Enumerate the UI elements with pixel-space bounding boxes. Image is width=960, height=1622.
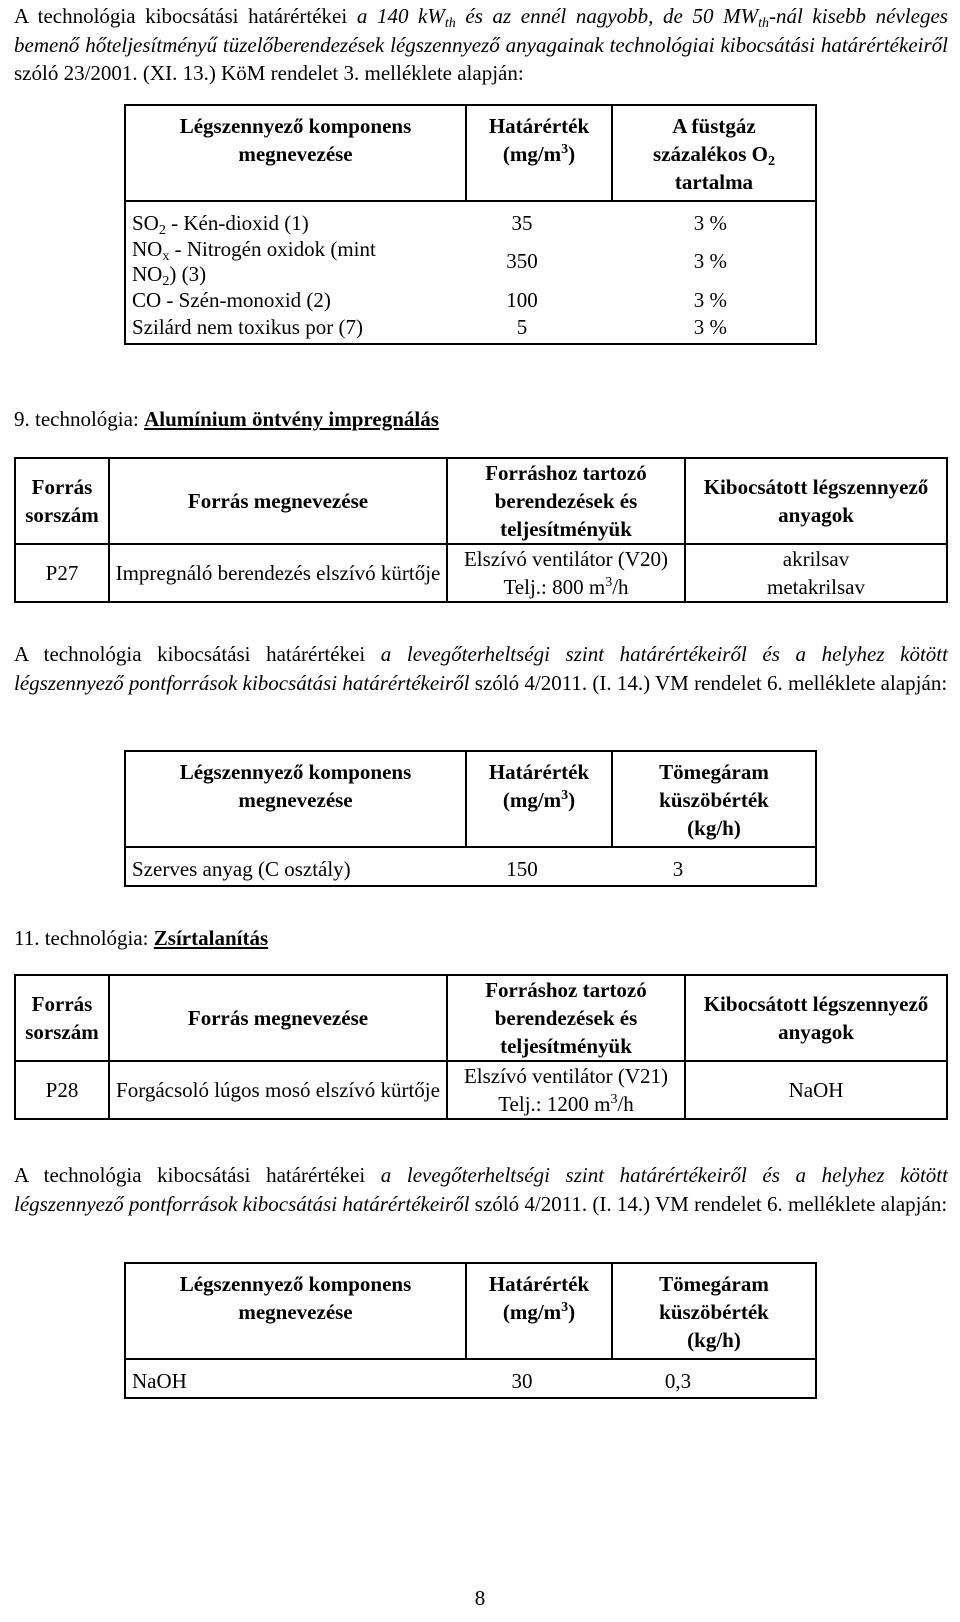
src1-name: Impregnáló berendezés elszívó kürtője <box>109 544 447 602</box>
technology-11-heading: 11. technológia: Zsírtalanítás <box>14 926 269 950</box>
table2-body <box>125 847 816 886</box>
src2-header-equipment: Forráshoz tartozó berendezések és teljesítményük <box>447 975 685 1061</box>
table-row: NaOH 30 0,3 <box>132 1369 692 1393</box>
limit-table-3 <box>124 1262 817 1399</box>
table-row: CO - Szén-monoxid (2) 100 3 % <box>132 288 727 312</box>
table1-header-oxygen: A füstgáz százalékos $O_2$ tartalma <box>612 105 816 201</box>
table2-header-component: Légszennyező komponens megnevezése <box>125 751 466 847</box>
src2-name: Forgácsoló lúgos mosó elszívó kürtője <box>109 1061 447 1119</box>
intro-paragraph-3: A technológia kibocsátási határértékei a levegőterheltségi szint határértékeiről és a helyhez kötött légszennyező pontforrások kibocsátási határértékeiről szóló 4/2011. (I. 14.) VM rendelet 6. melléklete alapján: <box>14 1163 948 1216</box>
src2-header-name: Forrás megnevezése <box>109 975 447 1061</box>
src1-equipment: Elszívó ventilátor (V20) Telj.: 800 $m^3/h$ <box>447 544 685 602</box>
table1-header-component: Légszennyező komponens megnevezése <box>125 105 466 201</box>
table3-header-massflow: Tömegáram küszöbérték (kg/h) <box>612 1263 816 1359</box>
table2-header-limit: Határérték $(mg/m^3)$ <box>466 751 612 847</box>
src1-pollutants: akrilsav metakrilsav <box>685 544 947 602</box>
table1-header-limit: Határérték $(mg/m^3)$ <box>466 105 612 201</box>
src2-pollutants: NaOH <box>685 1061 947 1119</box>
src1-header-equipment: Forráshoz tartozó berendezések és teljesítményük <box>447 458 685 544</box>
table-row: Szerves anyag (C osztály) 150 3 <box>132 857 684 881</box>
source-table-2 <box>14 974 948 1120</box>
table1-body <box>125 201 816 344</box>
src1-id: P27 <box>15 544 109 602</box>
table3-header-component: Légszennyező komponens megnevezése <box>125 1263 466 1359</box>
src2-id: P28 <box>15 1061 109 1119</box>
src2-equipment: Elszívó ventilátor (V21) Telj.: 1200 $m^3/h$ <box>447 1061 685 1119</box>
technology-9-heading: 9. technológia: Alumínium öntvény impregnálás <box>14 407 439 431</box>
src1-header-name: Forrás megnevezése <box>109 458 447 544</box>
table-row: $SO_2$ - Kén-dioxid (1) 35 3 % <box>132 211 727 238</box>
src2-header-id: Forrás sorszám <box>15 975 109 1061</box>
limit-table-2 <box>124 750 817 887</box>
table-row: Szilárd nem toxikus por (7) 5 3 % <box>132 315 727 339</box>
table2-header-massflow: Tömegáram küszöbérték (kg/h) <box>612 751 816 847</box>
intro-paragraph-2: A technológia kibocsátási határértékei a levegőterheltségi szint határértékeiről és a helyhez kötött légszennyező pontforrások kibocsátási határértékeiről szóló 4/2011. (I. 14.) VM rendelet 6. melléklete alapján: <box>14 642 948 695</box>
src2-header-pollutants: Kibocsátott légszennyező anyagok <box>685 975 947 1061</box>
limit-table-1 <box>124 104 817 345</box>
intro-paragraph-1: A technológia kibocsátási határértékei a 140 $kW_{th}$ és az ennél nagyobb, de 50 $MW_{th}$-nál kisebb névleges bemenő hőteljesítményű tüzelőberendezések légszennyező anyagainak technológiai kibocsátási határértékeiről szóló 23/2001. (XI. 13.) KöM rendelet 3. melléklete alapján: <box>14 4 948 85</box>
src1-header-id: Forrás sorszám <box>15 458 109 544</box>
table-row: $NO_x$ - Nitrogén oxidok (mint $NO_2$) (3) 350 3 % <box>132 237 727 289</box>
table3-header-limit: Határérték $(mg/m^3)$ <box>466 1263 612 1359</box>
src1-header-pollutants: Kibocsátott légszennyező anyagok <box>685 458 947 544</box>
page-number: 8 <box>474 1586 486 1610</box>
table3-body <box>125 1359 816 1398</box>
source-table-1 <box>14 457 948 603</box>
